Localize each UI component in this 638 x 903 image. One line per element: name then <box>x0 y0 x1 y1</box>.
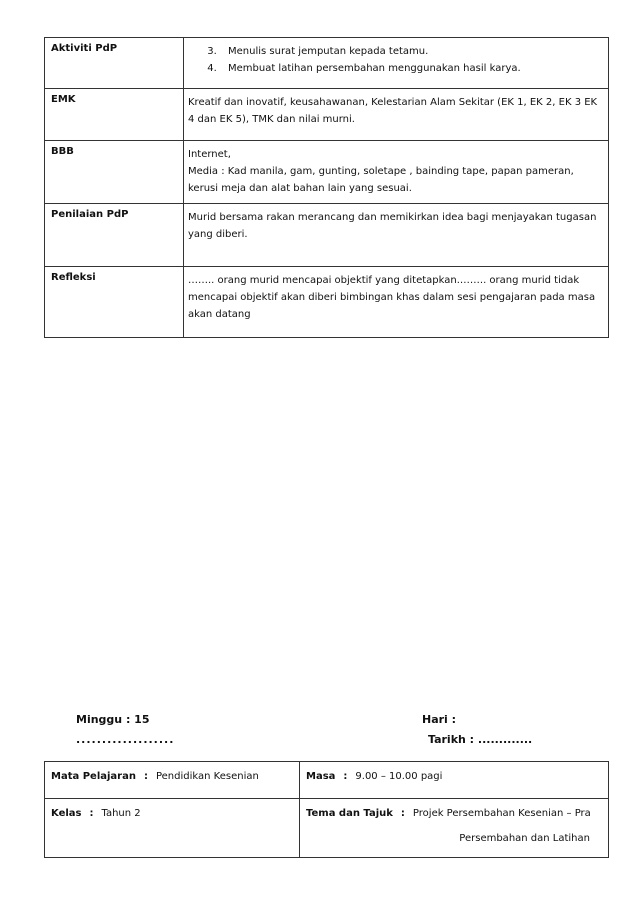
mata-pelajaran-value: Pendidikan Kesenian <box>155 771 259 782</box>
table-row <box>45 89 609 141</box>
colon: : <box>343 771 348 782</box>
kelas-label: Kelas <box>51 808 82 819</box>
table-row <box>45 38 609 89</box>
tema-cell <box>300 799 609 858</box>
table-row <box>45 141 609 204</box>
list-item: 3. Menulis surat jemputan kepada tetamu. <box>220 43 604 60</box>
emk-content: Kreatif dan inovatif, keusahawanan, Kelestarian Alam Sekitar (EK 1, EK 2, EK 3 EK 4 dan EK 5), TMK dan nilai murni. <box>184 89 609 141</box>
minggu-text: Minggu : 15 <box>76 713 150 726</box>
aktiviti-content <box>184 38 609 89</box>
list-item: 4. Membuat latihan persembahan menggunakan hasil karya. <box>220 60 604 77</box>
kelas-cell <box>45 799 300 858</box>
penilaian-content: Murid bersama rakan merancang dan memikirkan idea bagi menjayakan tugasan yang diberi. <box>184 204 609 267</box>
table-row <box>45 204 609 267</box>
refleksi-content: …….. orang murid mencapai objektif yang ditetapkan.…….. orang murid tidak mencapai objektif akan diberi bimbingan khas dalam sesi pengajaran pada masa akan datang <box>184 267 609 338</box>
tema-value: Projek Persembahan Kesenian – Pra <box>412 808 591 819</box>
table-row <box>45 799 609 858</box>
mata-pelajaran-cell <box>45 762 300 799</box>
table-row <box>45 762 609 799</box>
colon: : <box>89 808 94 819</box>
aktiviti-label: Aktiviti PdP <box>45 38 184 89</box>
mata-pelajaran-label: Mata Pelajaran <box>51 771 136 782</box>
bbb-line1: Internet, <box>188 149 231 160</box>
tema-label: Tema dan Tajuk <box>306 808 393 819</box>
colon: : <box>400 808 405 819</box>
masa-label: Masa <box>306 771 336 782</box>
lesson-info-table <box>44 761 609 858</box>
masa-value: 9.00 – 10.00 pagi <box>355 771 443 782</box>
bbb-line2: Media : Kad manila, gam, gunting, soletape , bainding tape, papan pameran, kerusi meja dan alat bahan lain yang sesuai. <box>188 166 574 194</box>
aktiviti-list <box>188 43 604 77</box>
penilaian-label: Penilaian PdP <box>45 204 184 267</box>
table-row <box>45 267 609 338</box>
dots-left: ................... <box>76 733 175 746</box>
bbb-label: BBB <box>45 141 184 204</box>
lesson-plan-table <box>44 37 609 338</box>
emk-label: EMK <box>45 89 184 141</box>
refleksi-label: Refleksi <box>45 267 184 338</box>
colon: : <box>143 771 148 782</box>
kelas-value: Tahun 2 <box>101 808 141 819</box>
hari-text: Hari : <box>422 713 457 726</box>
tema-sub: Persembahan dan Latihan <box>459 833 590 844</box>
bbb-content <box>184 141 609 204</box>
masa-cell <box>300 762 609 799</box>
tarikh-text: Tarikh : ............. <box>428 733 533 746</box>
